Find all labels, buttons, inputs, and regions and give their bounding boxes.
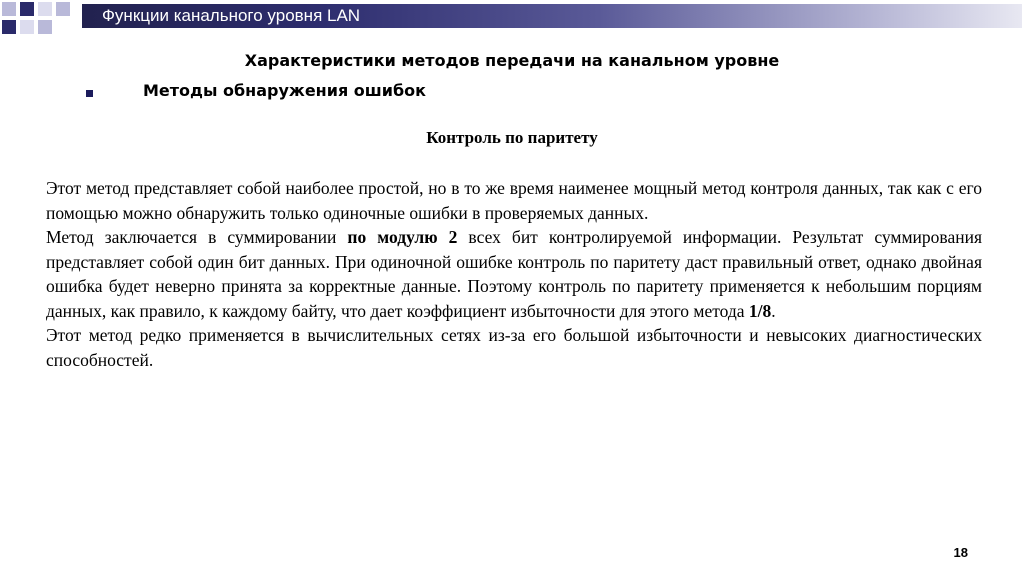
slide-title: Функции канального уровня LAN xyxy=(102,6,361,25)
bullet-icon xyxy=(86,90,93,97)
paragraph-2-text: Метод заключается в суммировании xyxy=(46,227,348,247)
paragraph-2-text: . xyxy=(771,300,776,321)
paragraph-1: Этот метод представляет собой наиболее простой, но в то же время наименее мощный метод контроля данных, так как с его помощью можно обнаружить только одиночные ошибки в проверяемых данных. xyxy=(46,178,982,223)
decorative-squares xyxy=(0,0,80,40)
slide-heading: Характеристики методов передачи на канальном уровне xyxy=(244,51,780,70)
bullet-label: Методы обнаружения ошибок xyxy=(143,81,426,100)
section-title: Контроль по паритету xyxy=(426,128,598,147)
emphasis-ratio: 1/8 xyxy=(748,300,772,321)
paragraph-3: Этот метод редко применяется в вычислительных сетях из-за его большой избыточности и невысоких диагностических способностей. xyxy=(46,325,982,370)
body-text xyxy=(46,176,982,372)
page-number: 18 xyxy=(953,545,968,560)
emphasis-modulo: по модулю 2 xyxy=(347,227,458,247)
paragraph-2-text: всех бит контролируемой информации. Результат суммирования представляет собой один бит данных. При одиночной ошибке контроль по паритету даст правильный ответ, однако двойная ошибка будет неверно принята за корректные данные. Поэтому контроль по паритету применяется к небольшим порциям данных, как правило, к каждому байту, что дает коэффициент избыточности для этого метода xyxy=(46,227,982,321)
paragraph-2 xyxy=(46,225,982,323)
